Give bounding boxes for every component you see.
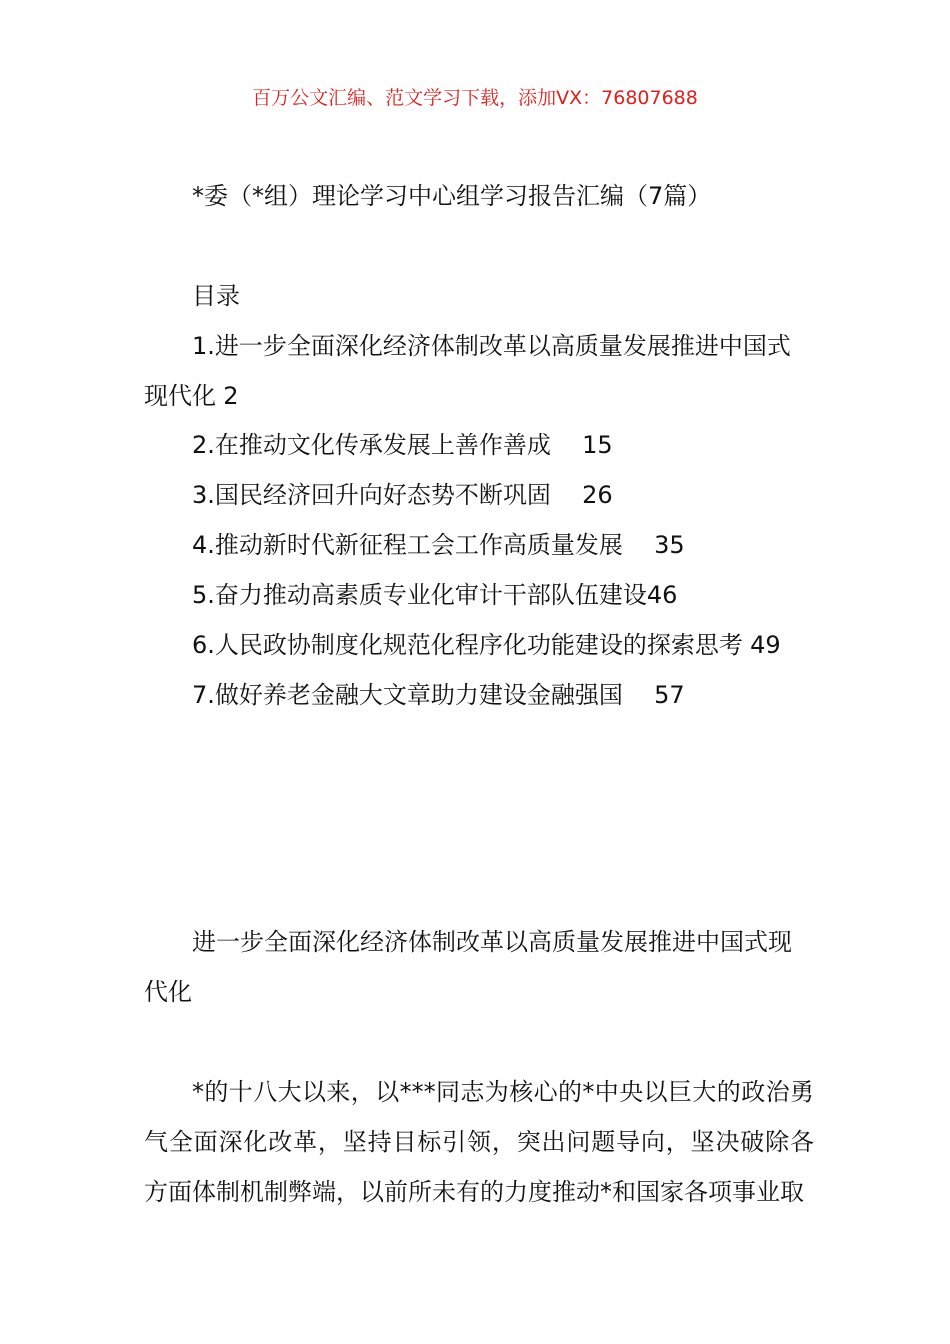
toc-item-page: 2 [223,382,239,410]
toc-item-text: 5.奋力推动高素质专业化审计干部队伍建设 [192,581,647,609]
toc-item-text: 3.国民经济回升向好态势不断巩固 [192,481,551,509]
toc-item-page: 26 [582,481,613,509]
toc-item-7 [144,670,814,720]
toc-heading: 目录 [192,282,240,310]
toc-item-text: 6.人民政协制度化规范化程序化功能建设的探索思考 [192,631,743,659]
toc-item-4 [144,520,814,570]
section-title [144,917,814,1017]
toc-item-2 [144,420,814,470]
toc-item-page: 57 [654,681,685,709]
toc-item-page: 35 [654,531,685,559]
toc-item-page: 49 [750,631,781,659]
document-title: *委（*组）理论学习中心组学习报告汇编（7篇） [192,182,712,210]
toc-item-text: 2.在推动文化传承发展上善作善成 [192,431,551,459]
section-title-text: 进一步全面深化经济体制改革以高质量发展推进中国式现代化 [144,928,792,1006]
watermark-banner: 百万公文汇编、范文学习下载，添加VX：76807688 [252,87,698,109]
toc-item-page: 46 [646,581,678,609]
toc-item-5 [144,570,814,620]
toc-item-text: 7.做好养老金融大文章助力建设金融强国 [192,681,623,709]
body-paragraph-text: *的十八大以来，以***同志为核心的*中央以巨大的政治勇气全面深化改革，坚持目标引领，突出问题导向，坚决破除各方面体制机制弊端，以前所未有的力度推动*和国家各项事业取 [144,1078,814,1206]
body-paragraph [144,1067,814,1217]
toc-item-text: 4.推动新时代新征程工会工作高质量发展 [192,531,623,559]
toc-item-page: 15 [582,431,613,459]
toc-item-3 [144,470,814,520]
toc-item-1 [144,321,814,421]
toc-item-text: 1.进一步全面深化经济体制改革以高质量发展推进中国式现代化 [144,332,791,410]
toc-item-6 [144,620,814,670]
